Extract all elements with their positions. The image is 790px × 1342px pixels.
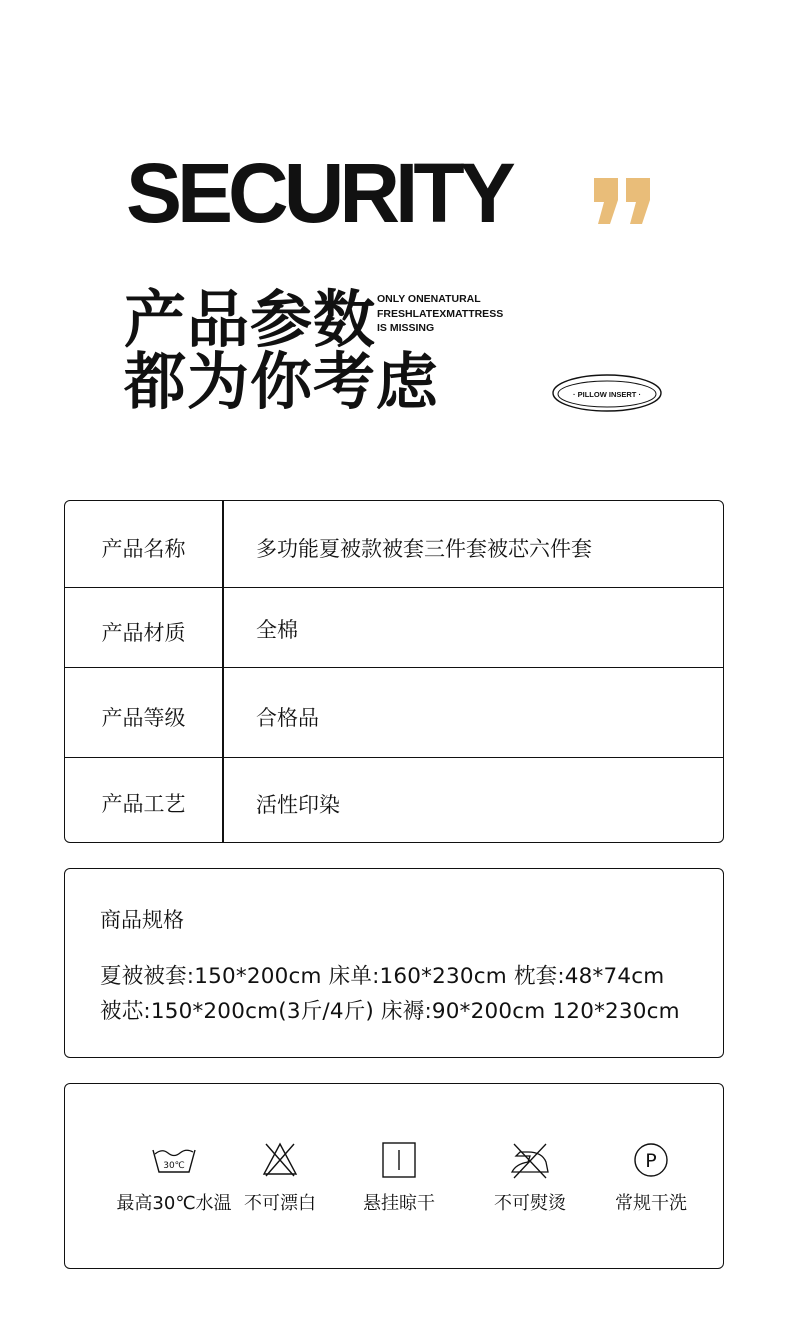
care-label: 常规干洗	[615, 1193, 687, 1214]
row-value: 活性印染	[256, 793, 340, 817]
table-row	[65, 757, 723, 844]
row-label: 产品材质	[101, 621, 186, 645]
row-label: 产品工艺	[101, 792, 186, 816]
wash-temp-text: 30℃	[163, 1161, 185, 1171]
row-value: 全棉	[256, 618, 298, 642]
row-label: 产品等级	[101, 706, 186, 730]
page-title-line2: 都为你考虑	[124, 345, 440, 418]
care-label: 不可漂白	[244, 1193, 316, 1214]
tagline	[377, 292, 503, 336]
no-iron-icon	[508, 1140, 552, 1180]
care-item	[586, 1140, 716, 1215]
dry-clean-icon	[631, 1140, 671, 1180]
hang-dry-icon	[379, 1140, 419, 1180]
row-value: 合格品	[256, 706, 319, 730]
tagline-line: IS MISSING	[377, 322, 435, 334]
care-item	[465, 1140, 595, 1215]
care-label: 最高30℃水温	[116, 1193, 232, 1214]
security-heading: SECURITY	[126, 146, 511, 240]
closing-quote-icon	[592, 176, 654, 226]
pillow-insert-badge	[552, 374, 662, 412]
sizes-title: 商品规格	[100, 908, 184, 932]
table-row	[65, 587, 723, 668]
sizes-panel	[64, 868, 724, 1058]
care-label: 不可熨烫	[494, 1193, 566, 1214]
page-title-line1: 产品参数	[124, 283, 377, 356]
badge-label: · PILLOW INSERT ·	[573, 390, 641, 399]
table-row	[65, 501, 723, 587]
care-item	[215, 1140, 345, 1215]
care-item	[334, 1140, 464, 1215]
care-label: 悬挂晾干	[363, 1193, 435, 1214]
table-row	[65, 667, 723, 758]
sizes-line: 夏被被套:150*200cm 床单:160*230cm 枕套:48*74cm	[100, 964, 665, 989]
tagline-line: FRESHLATEXMATTRESS	[377, 307, 504, 320]
care-panel	[64, 1083, 724, 1269]
tagline-line: ONLY ONENATURAL	[377, 293, 481, 305]
wash-30-icon	[151, 1140, 197, 1180]
spec-table	[64, 500, 724, 843]
row-label: 产品名称	[101, 537, 186, 561]
no-bleach-icon	[260, 1140, 300, 1180]
dry-clean-text: P	[645, 1150, 657, 1172]
row-value: 多功能夏被款被套三件套被芯六件套	[256, 537, 592, 561]
sizes-line: 被芯:150*200cm(3斤/4斤) 床褥:90*200cm 120*230cm	[100, 999, 680, 1024]
